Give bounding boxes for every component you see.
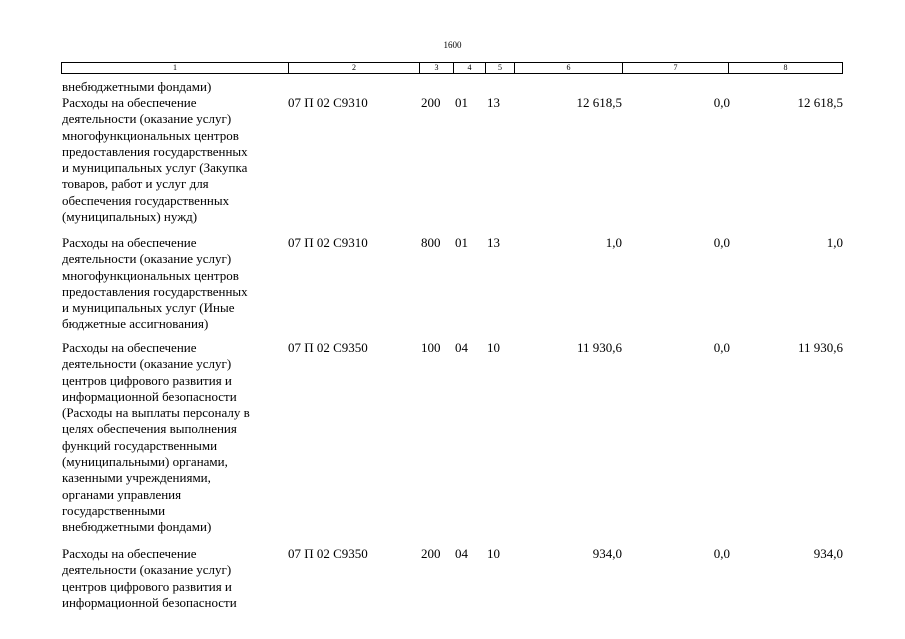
row-expense-type: 100: [421, 340, 441, 355]
row-amount-own: 11 930,6: [797, 340, 843, 355]
row-amount-subvention: 0,0: [713, 235, 730, 250]
row-amount-total: 11 930,6: [576, 340, 622, 355]
row-amount-own: 934,0: [813, 546, 843, 561]
row-expense-type: 200: [421, 95, 441, 110]
row-amount-own: 1,0: [826, 235, 843, 250]
row-name: Расходы на обеспечение деятельности (оказание услуг) многофункциональных центров предоставления государственных и муниципальных услуг (Закупка товаров, работ и услуг для обеспечения государственных (муниципальных) нужд): [62, 95, 248, 225]
row-target-code: 07 П 02 С9350: [288, 546, 368, 561]
page-number: 1600: [443, 40, 462, 50]
row-subsection: 13: [487, 235, 500, 250]
row-section: 04: [455, 546, 468, 561]
row-target-code: 07 П 02 С9350: [288, 340, 368, 355]
row-section: 01: [455, 95, 468, 110]
row-subsection: 13: [487, 95, 500, 110]
column-header-2: 2: [289, 63, 420, 73]
row-target-code: 07 П 02 С9310: [288, 95, 368, 110]
row-amount-total: 12 618,5: [576, 95, 622, 110]
row-amount-own: 12 618,5: [797, 95, 843, 110]
row-target-code: 07 П 02 С9310: [288, 235, 368, 250]
column-header-7: 7: [623, 63, 729, 73]
row-section: 04: [455, 340, 468, 355]
row-amount-total: 1,0: [605, 235, 622, 250]
column-header-8: 8: [783, 63, 788, 72]
column-header-5: 5: [486, 63, 515, 73]
column-header-6: 6: [515, 63, 623, 73]
column-header-row: [61, 62, 843, 74]
row-amount-subvention: 0,0: [713, 340, 730, 355]
column-header-1: 1: [62, 63, 289, 73]
row-name: Расходы на обеспечение деятельности (оказание услуг) центров цифрового развития и информационной безопасности (Расходы на выплаты персоналу в целях обеспечения выполнения функций государственными (муниципальными) органами, казенными учреждениями, органами управления государственными внебюджетными фондами): [62, 340, 250, 535]
row-name: внебюджетными фондами): [62, 79, 212, 94]
row-name: Расходы на обеспечение деятельности (оказание услуг) многофункциональных центров предоставления государственных и муниципальных услуг (Иные бюджетные ассигнования): [62, 235, 248, 332]
column-header-4: 4: [454, 63, 486, 73]
row-amount-total: 934,0: [592, 546, 622, 561]
row-section: 01: [455, 235, 468, 250]
row-amount-subvention: 0,0: [713, 546, 730, 561]
row-subsection: 10: [487, 546, 500, 561]
row-subsection: 10: [487, 340, 500, 355]
row-name: Расходы на обеспечение деятельности (оказание услуг) центров цифрового развития и информационной безопасности: [62, 546, 237, 610]
row-amount-subvention: 0,0: [713, 95, 730, 110]
row-expense-type: 200: [421, 546, 441, 561]
column-header-3: 3: [420, 63, 454, 73]
row-expense-type: 800: [421, 235, 441, 250]
